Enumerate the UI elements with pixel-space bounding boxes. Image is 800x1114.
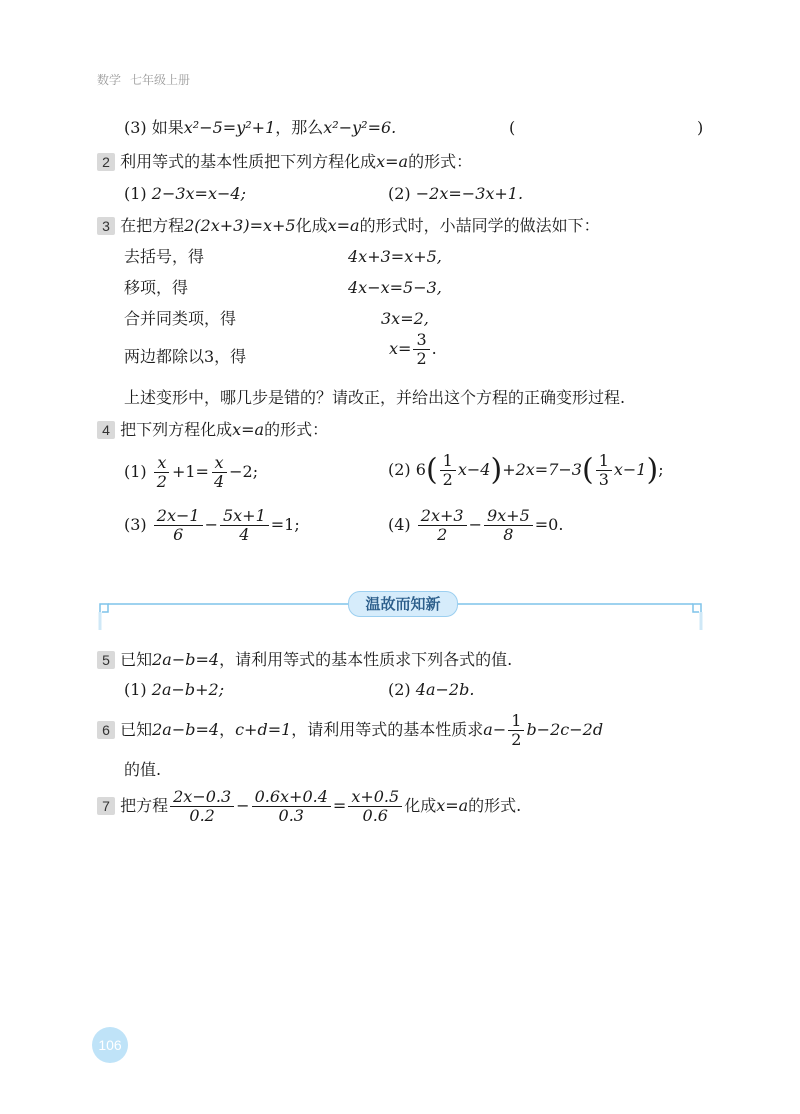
denominator: 4 (239, 525, 250, 544)
denominator: 0.2 (189, 806, 215, 825)
fraction (154, 454, 170, 491)
sub-label: (2) (388, 460, 411, 479)
question-2 (97, 152, 472, 172)
step-equation: 4x−x=5−3, (348, 278, 442, 297)
equation: x=a (376, 152, 409, 171)
question-4 (97, 420, 328, 440)
equation: x=a (436, 796, 469, 815)
question-text: 的形式时，小喆同学的做法如下： (359, 216, 600, 235)
fraction (348, 788, 402, 825)
question-text: 把下列方程化成 (120, 420, 233, 439)
denominator: 6 (173, 525, 184, 544)
fraction (440, 452, 456, 489)
step-equation: 3x=2, (381, 309, 429, 328)
header-subject: 数学 (97, 73, 122, 87)
equation-part: +2x=7−3 (502, 460, 582, 479)
question-text: ， (219, 720, 236, 739)
equation: x=a (327, 216, 360, 235)
question-6 (97, 712, 603, 749)
equation-part: 6 (415, 460, 426, 479)
equation: 2−3x=x−4; (151, 184, 246, 203)
equation: x²−5=y²+1 (183, 118, 276, 137)
equation-lhs: x= (389, 339, 412, 358)
denominator: 3 (598, 470, 609, 489)
step-equation (389, 331, 437, 368)
question-text: 在把方程 (120, 216, 185, 235)
step-label: 合并同类项，得 (124, 309, 237, 328)
numerator: 3 (413, 331, 429, 350)
item-text: 如果 (151, 118, 184, 137)
equation: x=a (232, 420, 265, 439)
equation: c+d=1 (235, 720, 292, 739)
equation-tail: . (431, 339, 437, 358)
equation: 2(2x+3)=x+5 (184, 216, 296, 235)
numerator: x (212, 454, 227, 473)
equation-part: − (204, 515, 218, 534)
equation-part: −2; (229, 462, 259, 481)
question-text: 的形式： (408, 152, 473, 171)
header-grade: 七年级上册 (130, 73, 191, 87)
fraction (484, 507, 533, 544)
equation-part: = (332, 796, 347, 815)
question-3-prompt: 上述变形中，哪几步是错的？请改正，并给出这个方程的正确变形过程. (124, 388, 626, 407)
question-number: 7 (97, 797, 115, 815)
fraction (220, 507, 269, 544)
numerator: 2x−1 (154, 507, 203, 526)
fraction (154, 507, 203, 544)
item-label: (3) (124, 118, 147, 137)
item-3-line (124, 118, 396, 138)
question-text: 化成 (404, 796, 437, 815)
numerator: 1 (508, 712, 524, 731)
denominator: 2 (156, 472, 167, 491)
equation-part: x−1 (613, 460, 647, 479)
fraction (252, 788, 331, 825)
equation: 2a−b=4 (152, 720, 220, 739)
equation: 2a−b=4 (152, 650, 220, 669)
denominator: 4 (213, 472, 225, 491)
sub-label: (1) (124, 184, 147, 203)
sub-label: (2) (388, 680, 411, 699)
question-6-line-2: 的值. (124, 760, 162, 779)
question-text: 已知 (120, 720, 153, 739)
sub-label: (1) (124, 462, 147, 481)
question-4-sub-3 (124, 507, 300, 544)
step-label: 两边都除以3，得 (124, 347, 247, 366)
numerator: 1 (440, 452, 456, 471)
question-5-sub-2 (388, 680, 474, 700)
page-number: 106 (92, 1027, 128, 1063)
fraction (211, 454, 227, 491)
question-text: 利用等式的基本性质把下列方程化成 (120, 152, 377, 171)
question-number: 6 (97, 721, 115, 739)
equation-part: x−4 (457, 460, 491, 479)
question-number: 5 (97, 651, 115, 669)
equation-part: +1= (171, 462, 209, 481)
equation: b−2c−2d (526, 720, 604, 739)
numerator: 2x+3 (418, 507, 467, 526)
step-equation: 4x+3=x+5, (348, 247, 442, 266)
fraction (508, 712, 524, 749)
answer-paren-right: ) (697, 118, 704, 137)
equation-part: =0. (534, 515, 564, 534)
question-text: ，请利用等式的基本性质求 (291, 720, 484, 739)
sub-label: (2) (388, 184, 411, 203)
numerator: 9x+5 (484, 507, 533, 526)
numerator: 2x−0.3 (170, 788, 234, 807)
sub-label: (1) (124, 680, 147, 699)
numerator: 0.6x+0.4 (252, 788, 331, 807)
big-paren-left: ( (581, 452, 594, 488)
numerator: 1 (596, 452, 612, 471)
question-5-sub-1 (124, 680, 224, 700)
equation: 4a−2b. (415, 680, 475, 699)
equation-part: =1; (270, 515, 300, 534)
question-text: 化成 (295, 216, 328, 235)
numerator: x+0.5 (348, 788, 402, 807)
numerator: x (154, 454, 169, 473)
big-paren-right: ) (490, 452, 503, 488)
big-paren-right: ) (646, 452, 659, 488)
equation: a− (483, 720, 507, 739)
equation-part: − (468, 515, 482, 534)
step-label: 去括号，得 (124, 247, 205, 266)
step-label: 移项，得 (124, 278, 189, 297)
question-text: 已知 (120, 650, 153, 669)
denominator: 8 (503, 525, 514, 544)
question-5 (97, 650, 512, 670)
question-4-sub-2 (388, 452, 664, 489)
section-banner-title: 温故而知新 (348, 591, 458, 617)
question-4-sub-4 (388, 507, 563, 544)
fraction (596, 452, 612, 489)
question-2-sub-1 (124, 184, 246, 204)
answer-paren-left: ( (509, 118, 516, 137)
question-7 (97, 788, 521, 825)
numerator: 5x+1 (220, 507, 269, 526)
question-number: 3 (97, 217, 115, 235)
question-2-sub-2 (388, 184, 523, 204)
question-text: 把方程 (120, 796, 169, 815)
equation: 2a−b+2; (151, 680, 225, 699)
question-number: 2 (97, 153, 115, 171)
question-text: ，请利用等式的基本性质求下列各式的值. (219, 650, 513, 669)
sub-label: (4) (388, 515, 411, 534)
denominator: 0.3 (278, 806, 304, 825)
question-text: 的形式： (264, 420, 329, 439)
question-4-sub-1 (124, 454, 258, 491)
fraction (413, 331, 429, 368)
denominator: 2 (442, 470, 453, 489)
fraction (418, 507, 467, 544)
equation: x²−y²=6. (323, 118, 397, 137)
question-3 (97, 216, 600, 236)
item-text: ，那么 (275, 118, 324, 137)
question-text: 的形式. (468, 796, 522, 815)
denominator: 0.6 (362, 806, 388, 825)
denominator: 2 (416, 349, 427, 368)
question-number: 4 (97, 421, 115, 439)
fraction (170, 788, 234, 825)
equation-part: − (236, 796, 250, 815)
equation: −2x=−3x+1. (415, 184, 524, 203)
denominator: 2 (437, 525, 448, 544)
big-paren-left: ( (425, 452, 438, 488)
sub-label: (3) (124, 515, 147, 534)
denominator: 2 (511, 730, 522, 749)
equation-part: ; (658, 460, 664, 479)
